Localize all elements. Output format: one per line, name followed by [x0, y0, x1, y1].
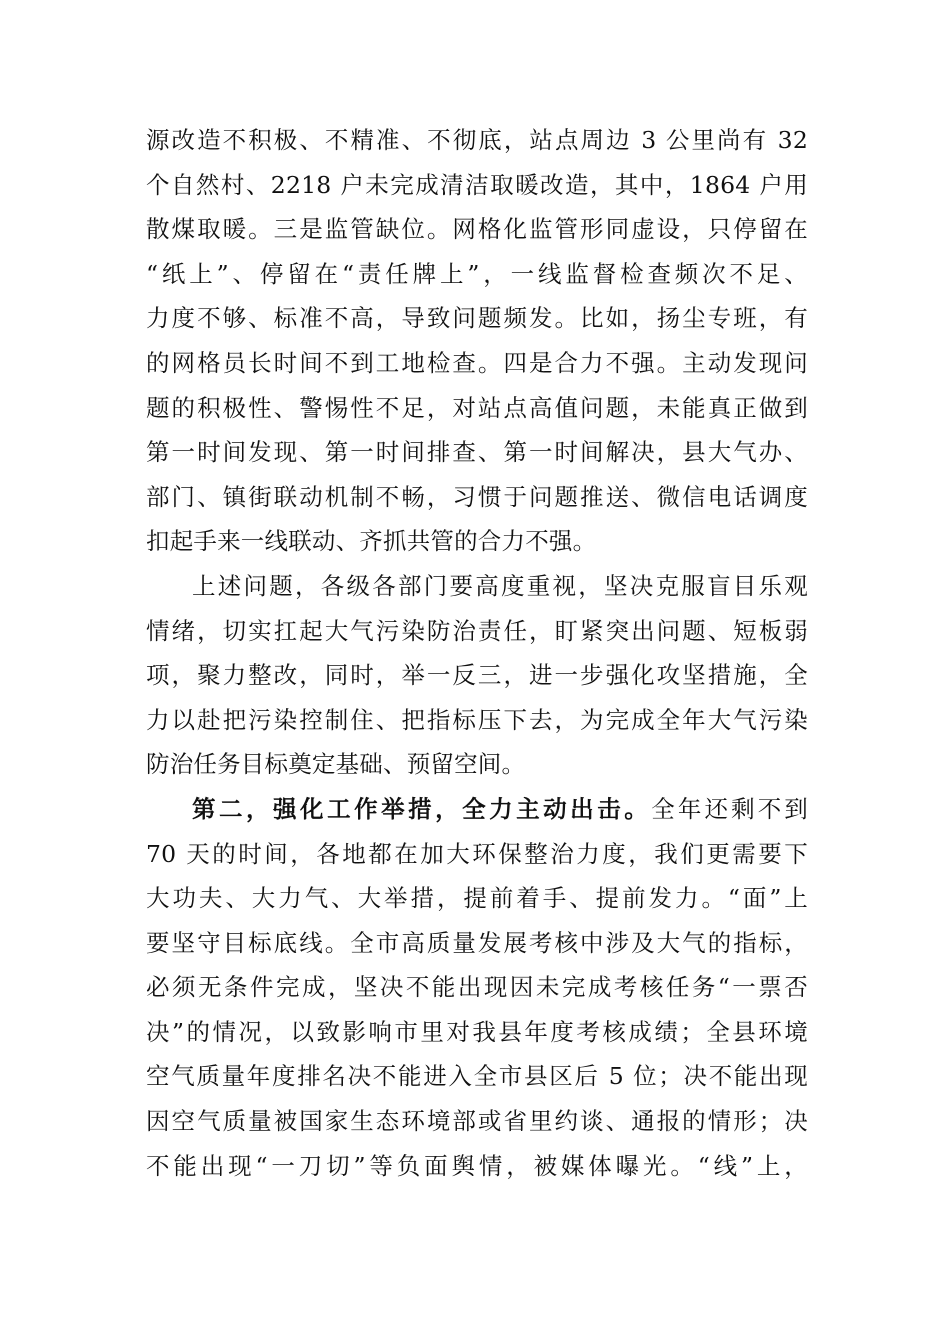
text-line: 不能出现“一刀切”等负面舆情，被媒体曝光。“线”上， — [146, 1151, 808, 1180]
text-line: 空气质量年度排名决不能进入全市县区后 5 位；决不能出现 — [146, 1062, 808, 1091]
text-line: 大功夫、大力气、大举措，提前着手、提前发力。“面”上 — [146, 884, 808, 913]
text-line: 力以赴把污染控制住、把指标压下去，为完成全年大气污染 — [146, 705, 808, 734]
text-line: 70 天的时间，各地都在加大环保整治力度，我们更需要下 — [146, 839, 808, 868]
text-line: 上述问题，各级各部门要高度重视，坚决克服盲目乐观 — [192, 571, 808, 600]
text-line: “纸上”、停留在“责任牌上”，一线监督检查频次不足、 — [146, 259, 808, 288]
text-line: 必须无条件完成，坚决不能出现因未完成考核任务“一票否 — [146, 973, 808, 1002]
text-span: 全年还剩不到 — [651, 794, 808, 823]
text-line: 项，聚力整改，同时，举一反三，进一步强化攻坚措施，全 — [146, 661, 808, 690]
text-line: 个自然村、2218 户未完成清洁取暖改造，其中，1864 户用 — [146, 170, 808, 199]
section-heading-line — [146, 787, 808, 832]
text-line: 扣起手来一线联动、齐抓共管的合力不强。 — [146, 527, 597, 556]
document-body — [146, 118, 808, 1188]
text-line: 决”的情况，以致影响市里对我县年度考核成绩；全县环境 — [146, 1017, 808, 1046]
section-heading: 第二，强化工作举措，全力主动出击。 — [192, 794, 652, 823]
text-line: 力度不够、标准不高，导致问题频发。比如，扬尘专班，有 — [146, 304, 808, 333]
text-line: 第一时间发现、第一时间排查、第一时间解决，县大气办、 — [146, 438, 808, 467]
text-line: 要坚守目标底线。全市高质量发展考核中涉及大气的指标， — [146, 928, 808, 957]
text-line: 散煤取暖。三是监管缺位。网格化监管形同虚设，只停留在 — [146, 215, 808, 244]
text-line: 的网格员长时间不到工地检查。四是合力不强。主动发现问 — [146, 348, 808, 377]
text-line: 情绪，切实扛起大气污染防治责任，盯紧突出问题、短板弱 — [146, 616, 808, 645]
text-line: 防治任务目标奠定基础、预留空间。 — [146, 750, 526, 779]
text-line: 源改造不积极、不精准、不彻底，站点周边 3 公里尚有 32 — [146, 126, 808, 154]
text-line: 题的积极性、警惕性不足，对站点高值问题，未能真正做到 — [146, 393, 808, 422]
text-line: 部门、镇街联动机制不畅，习惯于问题推送、微信电话调度 — [146, 482, 808, 511]
text-line: 因空气质量被国家生态环境部或省里约谈、通报的情形；决 — [146, 1107, 808, 1136]
